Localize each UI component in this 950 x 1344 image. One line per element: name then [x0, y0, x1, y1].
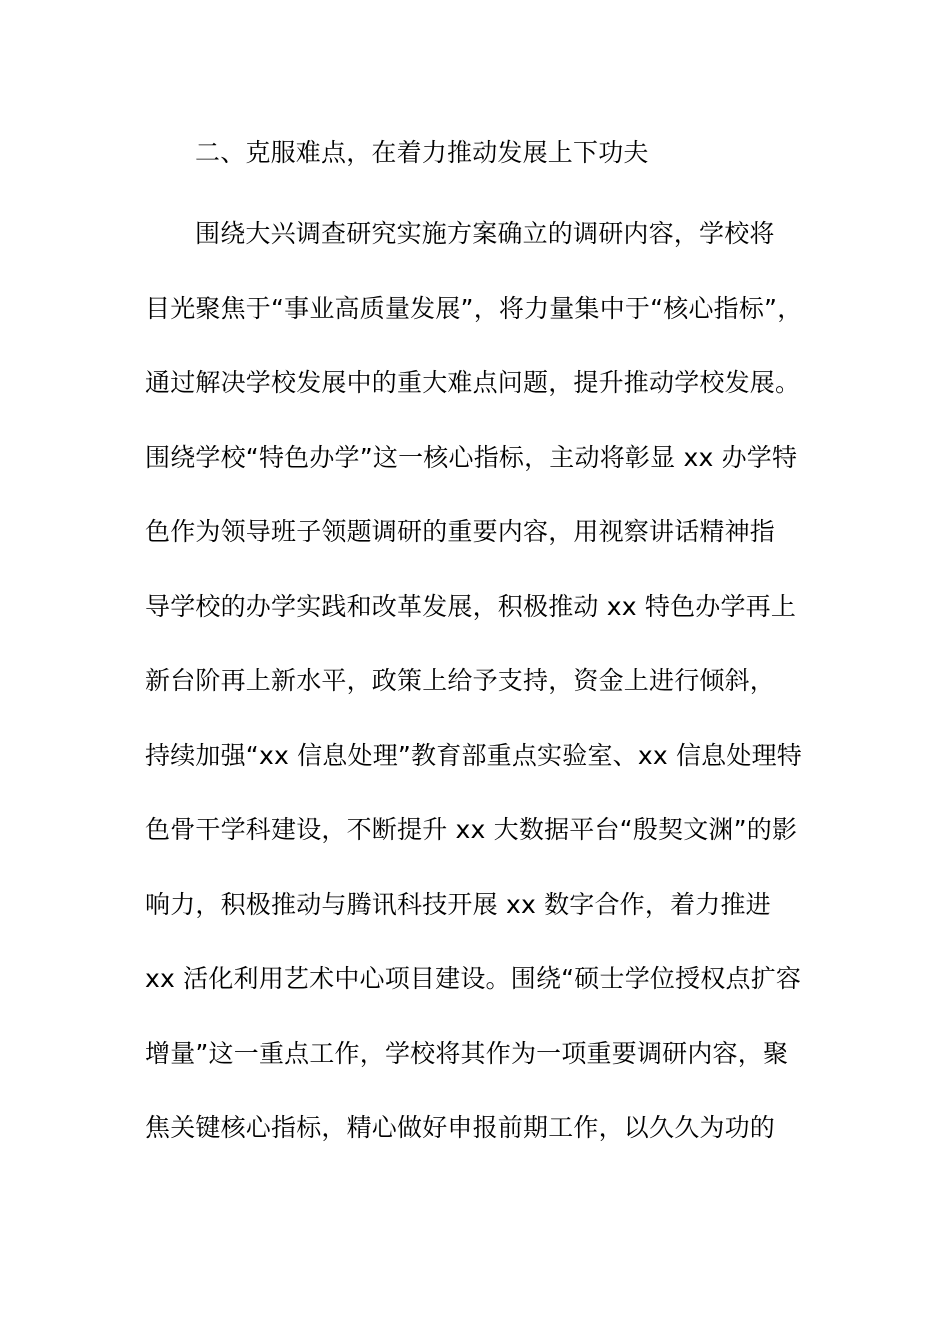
paragraph-line: 响力，积极推动与腾讯科技开展 xx 数字合作，着力推进: [145, 890, 771, 919]
paragraph-line: 导学校的办学实践和改革发展，积极推动 xx 特色办学再上: [145, 592, 797, 621]
paragraph-line: 增量”这一重点工作，学校将其作为一项重要调研内容，聚: [145, 1039, 789, 1068]
section-heading: 二、克服难点，在着力推动发展上下功夫: [195, 138, 649, 167]
paragraph-line: 新台阶再上新水平，政策上给予支持，资金上进行倾斜，: [145, 666, 776, 695]
paragraph-line: 通过解决学校发展中的重大难点问题，提升推动学校发展。: [145, 368, 801, 397]
paragraph-line: xx 活化利用艺术中心项目建设。围绕“硕士学位授权点扩容: [145, 964, 802, 993]
paragraph-line: 围绕大兴调查研究实施方案确立的调研内容，学校将: [195, 219, 775, 248]
paragraph-line: 目光聚焦于“事业高质量发展”，将力量集中于“核心指标”，: [145, 294, 803, 323]
paragraph-line: 持续加强“xx 信息处理”教育部重点实验室、xx 信息处理特: [145, 741, 802, 770]
paragraph-line: 色作为领导班子领题调研的重要内容，用视察讲话精神指: [145, 517, 776, 546]
paragraph-line: 围绕学校“特色办学”这一核心指标，主动将彰显 xx 办学特: [145, 443, 798, 472]
paragraph-line: 焦关键核心指标，精心做好申报前期工作，以久久为功的: [145, 1113, 776, 1142]
paragraph-line: 色骨干学科建设，不断提升 xx 大数据平台“殷契文渊”的影: [145, 815, 798, 844]
